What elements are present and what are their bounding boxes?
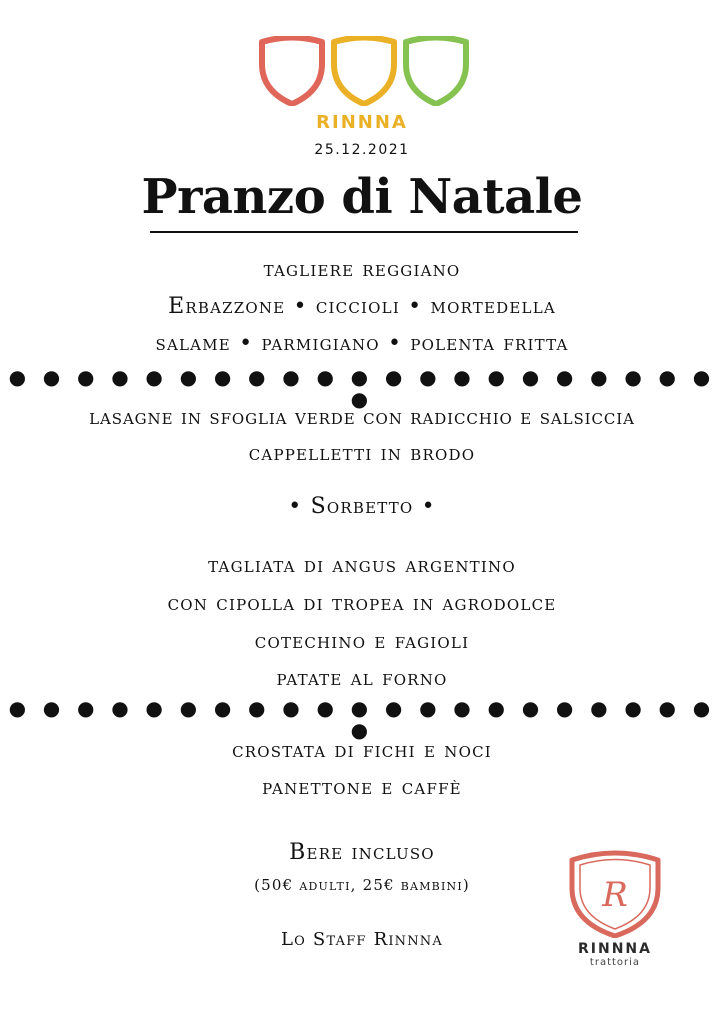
price-note: (50€ adulti, 25€ bambini): [254, 876, 470, 894]
menu-line-secondi-2: con cipolla di tropea in agrodolce: [167, 591, 557, 616]
menu-line-intermezzo: • Sorbetto •: [288, 494, 436, 519]
menu-line-primi-2: cappelletti in brodo: [248, 441, 476, 466]
menu-line-secondi-3: cotechino e fagioli: [254, 629, 470, 654]
menu-line-antipasto-1: tagliere reggiano: [263, 257, 461, 282]
menu-line-antipasto-3: salame • parmigiano • polenta fritta: [155, 331, 569, 356]
drinks-included: Bere incluso: [289, 840, 435, 865]
menu-line-secondi-1: tagliata di angus argentino: [208, 553, 516, 578]
logo-initial: R: [602, 875, 628, 915]
menu-line-antipasto-2: Erbazzone • ciccioli • mortedella: [168, 294, 556, 319]
staff-signature: Lo Staff Rinnna: [281, 929, 443, 950]
menu-line-dolci-1: crostata di fichi e noci: [232, 738, 492, 763]
menu-line-secondi-4: patate al forno: [276, 666, 448, 691]
yellow-shield-icon: [334, 38, 394, 105]
menu-line-primi-1: lasagne in sfoglia verde con radicchio e salsiccia: [89, 405, 635, 429]
rinnna-shields-logo: [258, 36, 472, 106]
menu-line-dolci-2: panettone e caffè: [262, 775, 462, 800]
event-date: 25.12.2021: [314, 142, 410, 158]
green-shield-icon: [406, 38, 466, 105]
title-underline: [150, 231, 578, 233]
dot-separator: ● ● ● ● ● ● ● ● ● ● ● ● ● ● ● ● ● ● ● ● ● ●: [8, 365, 716, 411]
dot-separator: ● ● ● ● ● ● ● ● ● ● ● ● ● ● ● ● ● ● ● ● ● ●: [8, 696, 716, 742]
trattoria-shield-logo: [566, 850, 664, 938]
brand-name: RINNNA: [316, 112, 408, 133]
brand-subtitle: trattoria: [589, 957, 641, 968]
page-title: Pranzo di Natale: [141, 169, 583, 225]
red-shield-icon: [262, 38, 322, 105]
brand-name-bottom: RINNNA: [578, 941, 652, 957]
